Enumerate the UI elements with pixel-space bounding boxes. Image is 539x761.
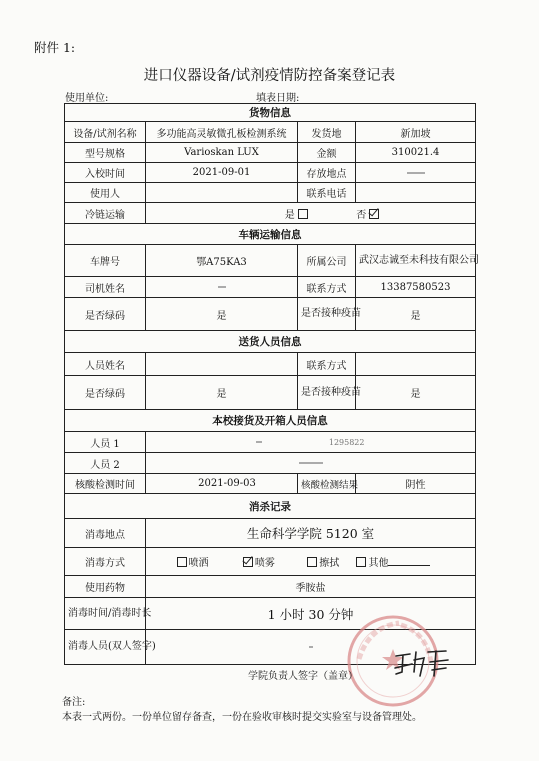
signature-label: 学院负责人签字（盖章）: [248, 671, 358, 682]
delivery-vaccine-value: 是: [356, 376, 476, 410]
device-name-label: 设备/试剂名称: [65, 122, 146, 143]
company-label: 所属公司: [298, 245, 356, 277]
driver-green-code-value: 是: [146, 298, 298, 331]
test-result-label: 核酸检测结果: [298, 474, 356, 494]
person1-value: [146, 432, 476, 453]
cold-chain-label: 冷链运输: [65, 203, 146, 224]
entry-time-value: 2021-09-01: [146, 163, 298, 183]
cold-chain-no-checkbox[interactable]: [369, 209, 379, 219]
test-result-value: 阴性: [356, 474, 476, 494]
driver-vaccine-value: 是: [356, 298, 476, 331]
origin-value: 新加坡: [356, 122, 476, 143]
location-value: [356, 163, 476, 183]
mist-label: 喷雾: [254, 558, 275, 569]
delivery-contact-label: 联系方式: [298, 353, 356, 376]
spray-checkbox[interactable]: [177, 557, 187, 567]
person2-value: [146, 453, 476, 474]
company-value: 武汉志诚至未科技有限公司: [356, 245, 476, 277]
test-time-label: 核酸检测时间: [65, 474, 146, 494]
amount-value: 310021.4: [356, 143, 476, 163]
other-checkbox[interactable]: [356, 557, 366, 567]
user-value: [146, 183, 298, 203]
attachment-label: 附件 1:: [34, 40, 76, 55]
notes-text: 本表一式两份。一份单位留存备查，一份在验收审核时提交实验室与设备管理处。: [62, 712, 422, 723]
method-label: 消毒方式: [65, 548, 146, 576]
plate-label: 车牌号: [65, 245, 146, 277]
delivery-vaccine-label: 是否接种疫苗: [298, 376, 356, 410]
other-blank[interactable]: [388, 556, 430, 566]
driver-value: [146, 277, 298, 298]
person1-fragment: 1295822: [328, 437, 365, 447]
user-label: 使用人: [65, 183, 146, 203]
amount-label: 金额: [298, 143, 356, 163]
model-label: 型号规格: [65, 143, 146, 163]
delivery-green-code-value: 是: [146, 376, 298, 410]
location-label: 存放地点: [298, 163, 356, 183]
redaction-mark: [218, 286, 226, 288]
redaction-mark: [309, 646, 313, 648]
delivery-name-label: 人员姓名: [65, 353, 146, 376]
method-options: [146, 548, 476, 576]
mist-checkbox[interactable]: [243, 557, 253, 567]
person1-label: 人员 1: [65, 432, 146, 453]
device-name-value: 多功能高灵敏微孔板检测系统: [146, 122, 298, 143]
place-value: 生命科学学院 5120 室: [146, 519, 476, 548]
cold-chain-yes-checkbox[interactable]: [298, 209, 308, 219]
time-label: 消毒时间/消毒时长: [65, 598, 146, 630]
wipe-label: 擦拭: [319, 558, 340, 569]
delivery-green-code-label: 是否绿码: [65, 376, 146, 410]
redaction-mark: [299, 462, 323, 464]
plate-value: 鄂A75KA3: [146, 245, 298, 277]
person2-label: 人员 2: [65, 453, 146, 474]
section-delivery: 送货人员信息: [65, 331, 476, 353]
delivery-name-value: [146, 353, 298, 376]
driver-label: 司机姓名: [65, 277, 146, 298]
time-value: 1 小时 30 分钟: [146, 598, 476, 630]
section-goods: 货物信息: [65, 104, 476, 122]
redaction-mark: [407, 172, 425, 174]
other-label: 其他: [368, 558, 389, 569]
date-label: 填表日期:: [256, 93, 300, 104]
form-title: 进口仪器设备/试剂疫情防控备案登记表: [143, 68, 396, 84]
section-vehicle: 车辆运输信息: [65, 224, 476, 245]
cold-chain-yes-label: 是: [284, 209, 295, 221]
driver-contact-value: 13387580523: [356, 277, 476, 298]
cold-chain-no-label: 否: [356, 209, 367, 221]
section-disinfection: 消杀记录: [65, 494, 476, 519]
registration-table: [64, 103, 479, 665]
entry-time-label: 入校时间: [65, 163, 146, 183]
test-time-value: 2021-09-03: [146, 474, 298, 494]
wipe-checkbox[interactable]: [307, 557, 317, 567]
delivery-contact-value: [356, 353, 476, 376]
notes-label: 备注:: [62, 697, 86, 708]
section-staff: 本校接货及开箱人员信息: [65, 410, 476, 432]
spray-label: 喷洒: [188, 558, 209, 569]
cold-chain-options: [146, 203, 476, 224]
contact-phone-label: 联系电话: [298, 183, 356, 203]
driver-contact-label: 联系方式: [298, 277, 356, 298]
unit-label: 使用单位:: [65, 93, 109, 104]
handwritten-signature: [392, 646, 450, 680]
driver-vaccine-label: 是否接种疫苗: [298, 298, 356, 331]
model-value: Varioskan LUX: [146, 143, 298, 163]
redaction-mark: [256, 441, 262, 443]
contact-phone-value: [356, 183, 476, 203]
agent-label: 使用药物: [65, 576, 146, 598]
disinfection-staff-label: 消毒人员(双人签字): [65, 630, 146, 665]
driver-green-code-label: 是否绿码: [65, 298, 146, 331]
agent-value: 季胺盐: [146, 576, 476, 598]
place-label: 消毒地点: [65, 519, 146, 548]
origin-label: 发货地: [298, 122, 356, 143]
